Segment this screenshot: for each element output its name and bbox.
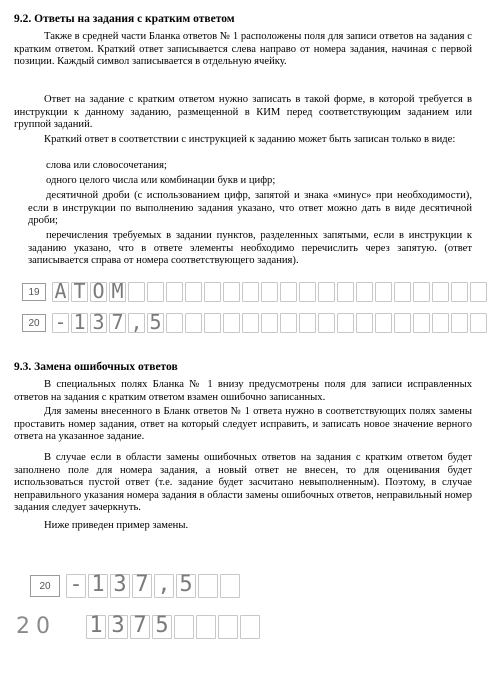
answer-cell — [166, 282, 183, 302]
answer-cell — [242, 313, 259, 333]
section-9-3-heading: 9.3. Замена ошибочных ответов — [14, 361, 178, 373]
answer-cell: М — [109, 282, 126, 302]
answer-cell: О — [90, 282, 107, 302]
answer-cell — [174, 615, 194, 639]
answer-cell — [261, 282, 278, 302]
answer-cell: 1 — [88, 574, 108, 598]
answer-cell — [318, 313, 335, 333]
answer-cell: , — [154, 574, 174, 598]
answer-cell — [242, 282, 259, 302]
answer-cell — [451, 313, 468, 333]
section-9-3-paragraph-1: В специальных полях Бланка № 1 внизу предусмотрены поля для записи исправленных ответов на задания с кратким ответом взамен ошибочно записанных. — [14, 379, 472, 403]
answer-cell: 7 — [130, 615, 150, 639]
answer-cell — [299, 282, 316, 302]
answer-cell — [413, 282, 430, 302]
list-item-integer: одного целого числа или комбинации букв и цифр; — [46, 175, 276, 186]
list-item-word: слова или словосочетания; — [46, 160, 167, 171]
answer-cell: , — [128, 313, 145, 333]
answer-cell — [413, 313, 430, 333]
answer-cell — [337, 313, 354, 333]
answer-cell — [451, 282, 468, 302]
answer-cell: 5 — [147, 313, 164, 333]
answer-cell — [318, 282, 335, 302]
answer-cell: 7 — [132, 574, 152, 598]
section-9-3-paragraph-2: Для замены внесенного в Бланк ответов № 1 ответа нужно в соответствующих полях замены проставить номер задания, ответ на который следует исправить, и записать новое значение верного ответа на указанное задание. — [14, 406, 472, 443]
section-9-2-heading: 9.2. Ответы на задания с кратким ответом — [14, 13, 235, 25]
answer-cell — [204, 313, 221, 333]
answer-cell — [375, 282, 392, 302]
answer-cell — [196, 615, 216, 639]
answer-cell: - — [52, 313, 69, 333]
answer-cell — [470, 282, 487, 302]
answer-cells — [66, 574, 242, 598]
section-9-2-paragraph-2: Ответ на задание с кратким ответом нужно записать в такой форме, в которой требуется в инструкции к данному заданию, размещенной в КИМ перед соответствующим заданием или группой заданий. — [14, 94, 472, 131]
answer-cell — [218, 615, 238, 639]
answer-cell — [220, 574, 240, 598]
answer-cell — [198, 574, 218, 598]
answer-cell: 1 — [71, 313, 88, 333]
answer-cell: 7 — [109, 313, 126, 333]
answer-cell: Т — [71, 282, 88, 302]
answer-cell: 5 — [152, 615, 172, 639]
task-number-box: 20 — [30, 575, 60, 597]
answer-cell: - — [66, 574, 86, 598]
answer-cell — [204, 282, 221, 302]
section-9-2-paragraph-1: Также в средней части Бланка ответов № 1 расположены поля для записи ответов на задания с кратким ответом. Краткий ответ записывается слева направо от номера задания, начиная с первой позиции. Каждый символ записывается в отдельную ячейку. — [14, 31, 472, 68]
answer-cell — [280, 313, 297, 333]
answer-cell — [223, 282, 240, 302]
list-item-decimal: десятичной дроби (с использованием цифр, запятой и знака «минус» при необходимости), если в инструкции по выполнению задания указано, что ответ можно дать в виде десятичной дроби; — [28, 190, 472, 227]
answer-cell: 3 — [90, 313, 107, 333]
answer-cell: А — [52, 282, 69, 302]
replacement-row — [30, 574, 242, 598]
answer-cell — [240, 615, 260, 639]
answer-cell — [147, 282, 164, 302]
answer-cell — [185, 282, 202, 302]
answer-cells — [86, 612, 262, 639]
answer-cell: 1 — [86, 615, 106, 639]
answer-cell — [432, 313, 449, 333]
answer-cell — [299, 313, 316, 333]
answer-cell — [470, 313, 487, 333]
section-9-2-paragraph-3: Краткий ответ в соответствии с инструкцией к заданию может быть записан только в виде: — [44, 134, 456, 145]
answer-cell — [261, 313, 278, 333]
replacement-row — [16, 614, 262, 639]
answer-cell — [128, 282, 145, 302]
task-number-box: 20 — [22, 314, 46, 332]
answer-cell — [356, 282, 373, 302]
section-9-3-paragraph-3: В случае если в области замены ошибочных ответов на задания с кратким ответом будет заполнено поле для номера задания, а новый ответ не внесен, то для оценивания будет использоваться пустой ответ (т.е. задание будет засчитано невыполненным). Поэтому, в случае неправильного указания номера задания в области замены ошибочных ответов, неправильный номер задания следует зачеркнуть. — [14, 452, 472, 514]
answer-cell — [185, 313, 202, 333]
example-answer-row — [22, 279, 489, 303]
list-item-enumeration: перечисления требуемых в задании пунктов, разделенных запятыми, если в инструкции к заданию указано, что в ответе элементы необходимо перечислить через запятую. (ответ записывается справа от номера соответствующего задания). — [28, 230, 472, 267]
answer-cells — [52, 310, 489, 334]
answer-cell — [223, 313, 240, 333]
answer-cell — [394, 282, 411, 302]
answer-cell — [394, 313, 411, 333]
answer-cell — [166, 313, 183, 333]
section-9-3-paragraph-4: Ниже приведен пример замены. — [44, 520, 189, 531]
answer-cell — [356, 313, 373, 333]
handwritten-task-number: 20 — [16, 614, 56, 639]
answer-cell — [280, 282, 297, 302]
answer-cell: 5 — [176, 574, 196, 598]
answer-cell: 3 — [110, 574, 130, 598]
task-number-box: 19 — [22, 283, 46, 301]
answer-cell — [432, 282, 449, 302]
example-answer-row — [22, 310, 489, 334]
answer-cell — [375, 313, 392, 333]
answer-cells — [52, 279, 489, 303]
answer-cell — [337, 282, 354, 302]
answer-cell: 3 — [108, 615, 128, 639]
